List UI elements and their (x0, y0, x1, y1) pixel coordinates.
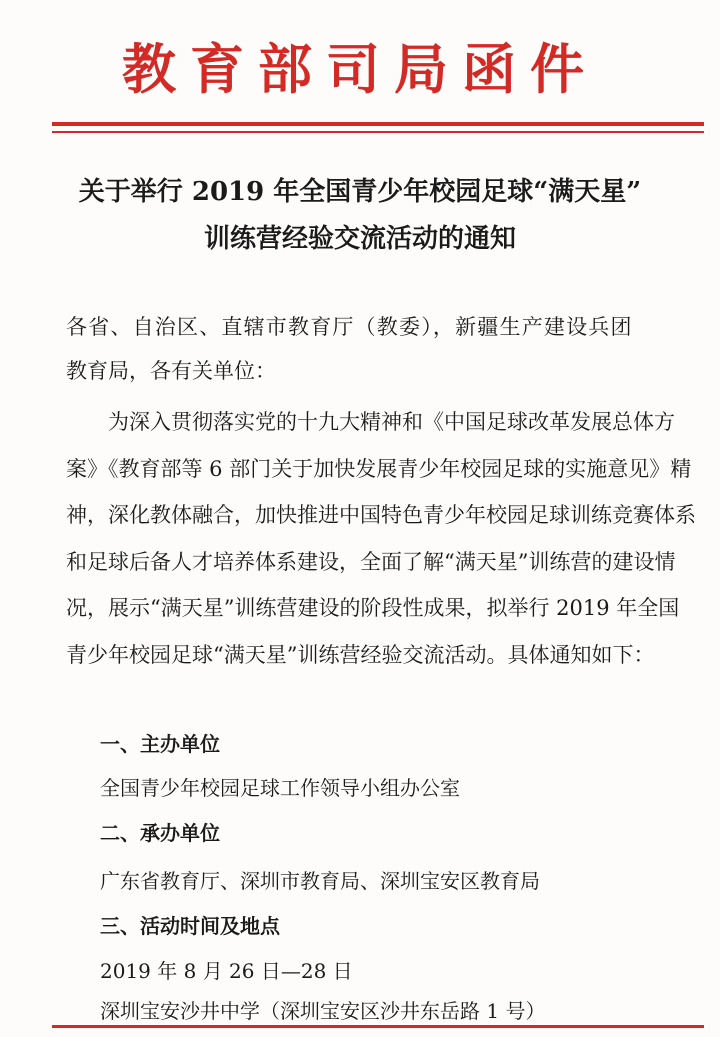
section-heading-time-location: 三、活动时间及地点 (100, 914, 280, 938)
section-content-location: 深圳宝安沙井中学（深圳宝安区沙井东岳路 1 号） (100, 999, 546, 1023)
letterhead-rule-thick (52, 122, 704, 126)
letterhead-rule-thin (52, 131, 704, 133)
section-heading-host: 二、承办单位 (100, 821, 220, 845)
notice-title-line2: 训练营经验交流活动的通知 (203, 224, 516, 254)
recipients-line2: 教育局，各有关单位： (66, 359, 276, 383)
bottom-rule (52, 1025, 704, 1028)
section-content-date: 2019 年 8 月 26 日—28 日 (100, 959, 353, 983)
recipients-line1: 各省、自治区、直辖市教育厅（教委），新疆生产建设兵团 (66, 315, 633, 339)
section-content-organizer: 全国青少年校园足球工作领导小组办公室 (100, 776, 460, 800)
letterhead-title: 教育部司局函件 (122, 37, 598, 101)
notice-title-line1: 关于举行 2019 年全国青少年校园足球“满天星” (78, 177, 642, 207)
notice-body-paragraph: 为深入贯彻落实党的十九大精神和《中国足球改革发展总体方案》《教育部等 6 部门关于加快发展青少年校园足球的实施意见》精神，深化教体融合，加快推进中国特色青少年校园足球训练竞赛体系和足球后备人才培养体系建设，全面了解“满天星”训练营的建设情况，展示“满天星”训练营建设的阶段性成果，拟举行 2019 年全国青少年校园足球“满天星”训练营经验交流活动。具体通知如下： (66, 410, 696, 667)
section-content-host: 广东省教育厅、深圳市教育局、深圳宝安区教育局 (100, 869, 540, 893)
section-heading-organizer: 一、主办单位 (100, 732, 220, 756)
